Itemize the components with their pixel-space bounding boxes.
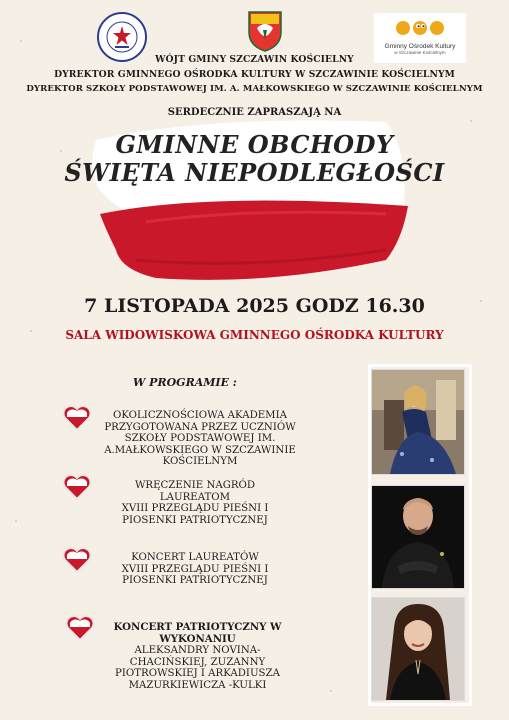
program-line: PIOTROWSKIEJ I ARKADIUSZA	[115, 668, 280, 679]
gok-logo-icon	[394, 19, 446, 37]
program-line: PIOSENKI PATRIOTYCZNEJ	[122, 514, 268, 526]
program-line: WRĘCZENIE NAGRÓD	[134, 480, 256, 491]
performer-photo-3	[372, 598, 464, 700]
heart-flag-icon	[62, 404, 92, 431]
program-line: OKOLICZNOŚCIOWA AKADEMIA	[112, 410, 287, 421]
program-line: ALEKSANDRY NOVINA-	[134, 645, 261, 656]
performer-photo-1	[372, 370, 464, 474]
organizer-line: DYREKTOR GMINNEGO OŚRODKA KULTURY W SZCZAWINIE KOŚCIELNYM	[54, 69, 455, 80]
background-speck	[330, 690, 332, 692]
event-date: 7 LISTOPADA 2025 GODZ 16.30	[84, 295, 425, 317]
program-line: PRZYGOTOWANA PRZEZ UCZNIÓW	[104, 421, 296, 433]
event-title-line1: GMINNE OBCHODY	[115, 130, 394, 159]
heart-flag-icon	[62, 473, 92, 500]
background-speck	[470, 120, 472, 122]
program-item-patriotic-concert	[95, 622, 300, 691]
gok-subtitle: w Szczawinie Kościelnym	[394, 50, 446, 55]
organizer-line: WÓJT GMINY SZCZAWIN KOŚCIELNY	[155, 54, 354, 65]
program-line: KOŚCIELNYM	[162, 456, 238, 467]
heart-flag-icon	[65, 614, 95, 641]
program-line: CHACIŃSKIEJ, ZUZANNY	[129, 656, 266, 668]
municipal-crest-icon	[247, 10, 283, 52]
program-line: XVIII PRZEGLĄDU PIEŚNI I	[121, 503, 269, 514]
program-line-bold: KONCERT PATRIOTYCZNY W	[113, 621, 282, 633]
background-speck	[20, 40, 22, 42]
performer-photo-2	[372, 486, 464, 588]
program-item-academy	[95, 410, 305, 468]
program-item-awards	[95, 480, 295, 526]
event-title-line2: ŚWIĘTA NIEPODLEGŁOŚCI	[64, 158, 445, 187]
background-speck	[15, 520, 17, 522]
program-line: A.MAŁKOWSKIEGO W SZCZAWINIE	[104, 444, 296, 456]
program-line: KONCERT LAUREATÓW	[131, 552, 259, 563]
program-line: MAZURKIEWICZA -KULKI	[128, 679, 267, 691]
program-line-bold: WYKONANIU	[159, 632, 236, 645]
organizer-line: DYREKTOR SZKOŁY PODSTAWOWEJ IM. A. MAŁKOWSKIEGO W SZCZAWINIE KOŚCIELNYM	[26, 84, 483, 94]
school-emblem-icon	[105, 20, 139, 54]
heart-flag-icon	[62, 546, 92, 573]
program-line: SZKOŁY PODSTAWOWEJ IM.	[124, 433, 276, 444]
program-line: PIOSENKI PATRIOTYCZNEJ	[122, 575, 268, 586]
program-heading: W PROGRAMIE :	[133, 376, 237, 389]
program-line: LAUREATOM	[159, 491, 231, 503]
program-item-laureates-concert	[95, 552, 295, 587]
program-line: XVIII PRZEGLĄDU PIEŚNI I	[121, 563, 269, 575]
event-venue: SALA WIDOWISKOWA GMINNEGO OŚRODKA KULTURY	[65, 328, 444, 342]
invite-text: SERDECZNIE ZAPRASZAJĄ NA	[167, 107, 342, 118]
gok-name: Gminny Ośrodek Kultury	[384, 43, 456, 50]
